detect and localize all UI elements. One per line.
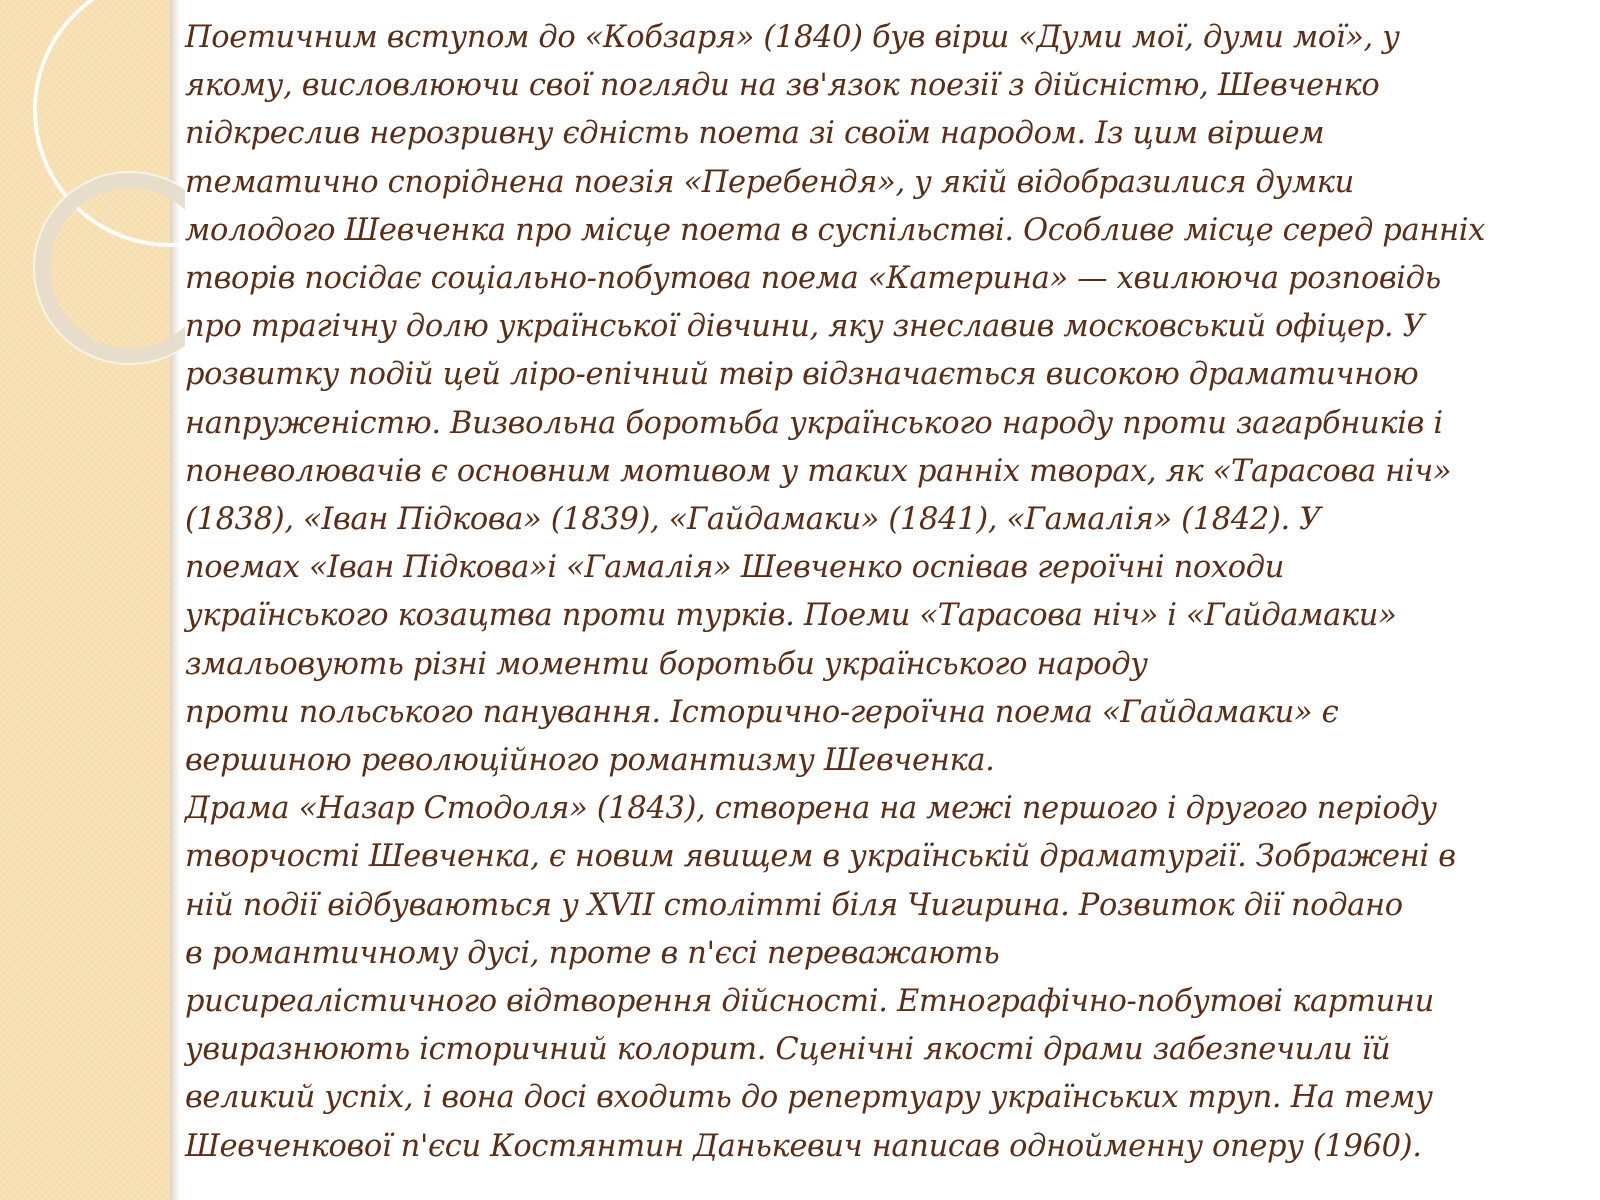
decorative-rings xyxy=(0,0,185,420)
middle-ring-highlight xyxy=(34,172,185,364)
text-line: рисиреалістичного відтворення дійсності. Етнографічно-побутові картини xyxy=(185,984,1434,1020)
text-line: молодого Шевченка про місце поета в суспільстві. Особливе місце серед ранніх xyxy=(185,212,1486,248)
text-line: творчості Шевченка, є новим явищем в українській драматургії. Зображені в xyxy=(185,839,1456,875)
text-line: проти польського панування. Історично-героїчна поема «Гайдамаки» є xyxy=(185,694,1339,730)
text-line: підкреслив нерозривну єдність поета зі своїм народом. Із цим віршем xyxy=(185,116,1325,152)
text-line: Драма «Назар Стодоля» (1843), створена на межі першого і другого періоду xyxy=(185,791,1437,827)
text-line: поневолювачів є основним мотивом у таких ранніх творах, як «Тарасова ніч» xyxy=(185,453,1452,489)
main-text xyxy=(185,14,1585,1171)
text-line: Шевченкової п'єси Костянтин Данькевич написав однойменну оперу (1960). xyxy=(185,1128,1422,1164)
text-line: Поетичним вступом до «Кобзаря» (1840) був вірш «Думи мої, думи мої», у xyxy=(185,20,1400,55)
text-line: змальовують різні моменти боротьби українського народу xyxy=(185,646,1148,682)
text-line: про трагічну долю української дівчини, яку знеславив московський офіцер. У xyxy=(185,309,1425,345)
text-line: поемах «Іван Підкова»і «Гамалія» Шевченко оспівав героїчні походи xyxy=(185,550,1285,586)
text-line: напруженістю. Визвольна боротьба українського народу проти загарбників і xyxy=(185,405,1443,441)
text-line: тематично споріднена поезія «Перебендя», у якій відобразилися думки xyxy=(185,164,1354,200)
text-line: увиразнюють історичний колорит. Сценічні якості драми забезпечили їй xyxy=(185,1032,1391,1068)
text-line: творів посідає соціально-побутова поема «Катерина» — хвилююча розповідь xyxy=(185,261,1441,297)
text-line: якому, висловлюючи свої погляди на зв'язок поезії з дійсністю, Шевченко xyxy=(185,68,1380,104)
text-line: вершиною революційного романтизму Шевченка. xyxy=(185,743,995,779)
text-line: ній події відбуваються у XVII столітті біля Чигирина. Розвиток дії подано xyxy=(185,887,1403,923)
text-line: розвитку подій цей ліро-епічний твір відзначається високою драматичною xyxy=(185,357,1419,393)
text-line: українського козацтва проти турків. Поеми «Тарасова ніч» і «Гайдамаки» xyxy=(185,598,1397,634)
text-line: в романтичному дусі, проте в п'єсі переважають xyxy=(185,935,1000,971)
text-line: великий успіх, і вона досі входить до репертуару українських труп. На тему xyxy=(185,1080,1433,1116)
middle-ring xyxy=(42,180,185,356)
text-line: (1838), «Іван Підкова» (1839), «Гайдамаки» (1841), «Гамалія» (1842). У xyxy=(185,502,1321,538)
